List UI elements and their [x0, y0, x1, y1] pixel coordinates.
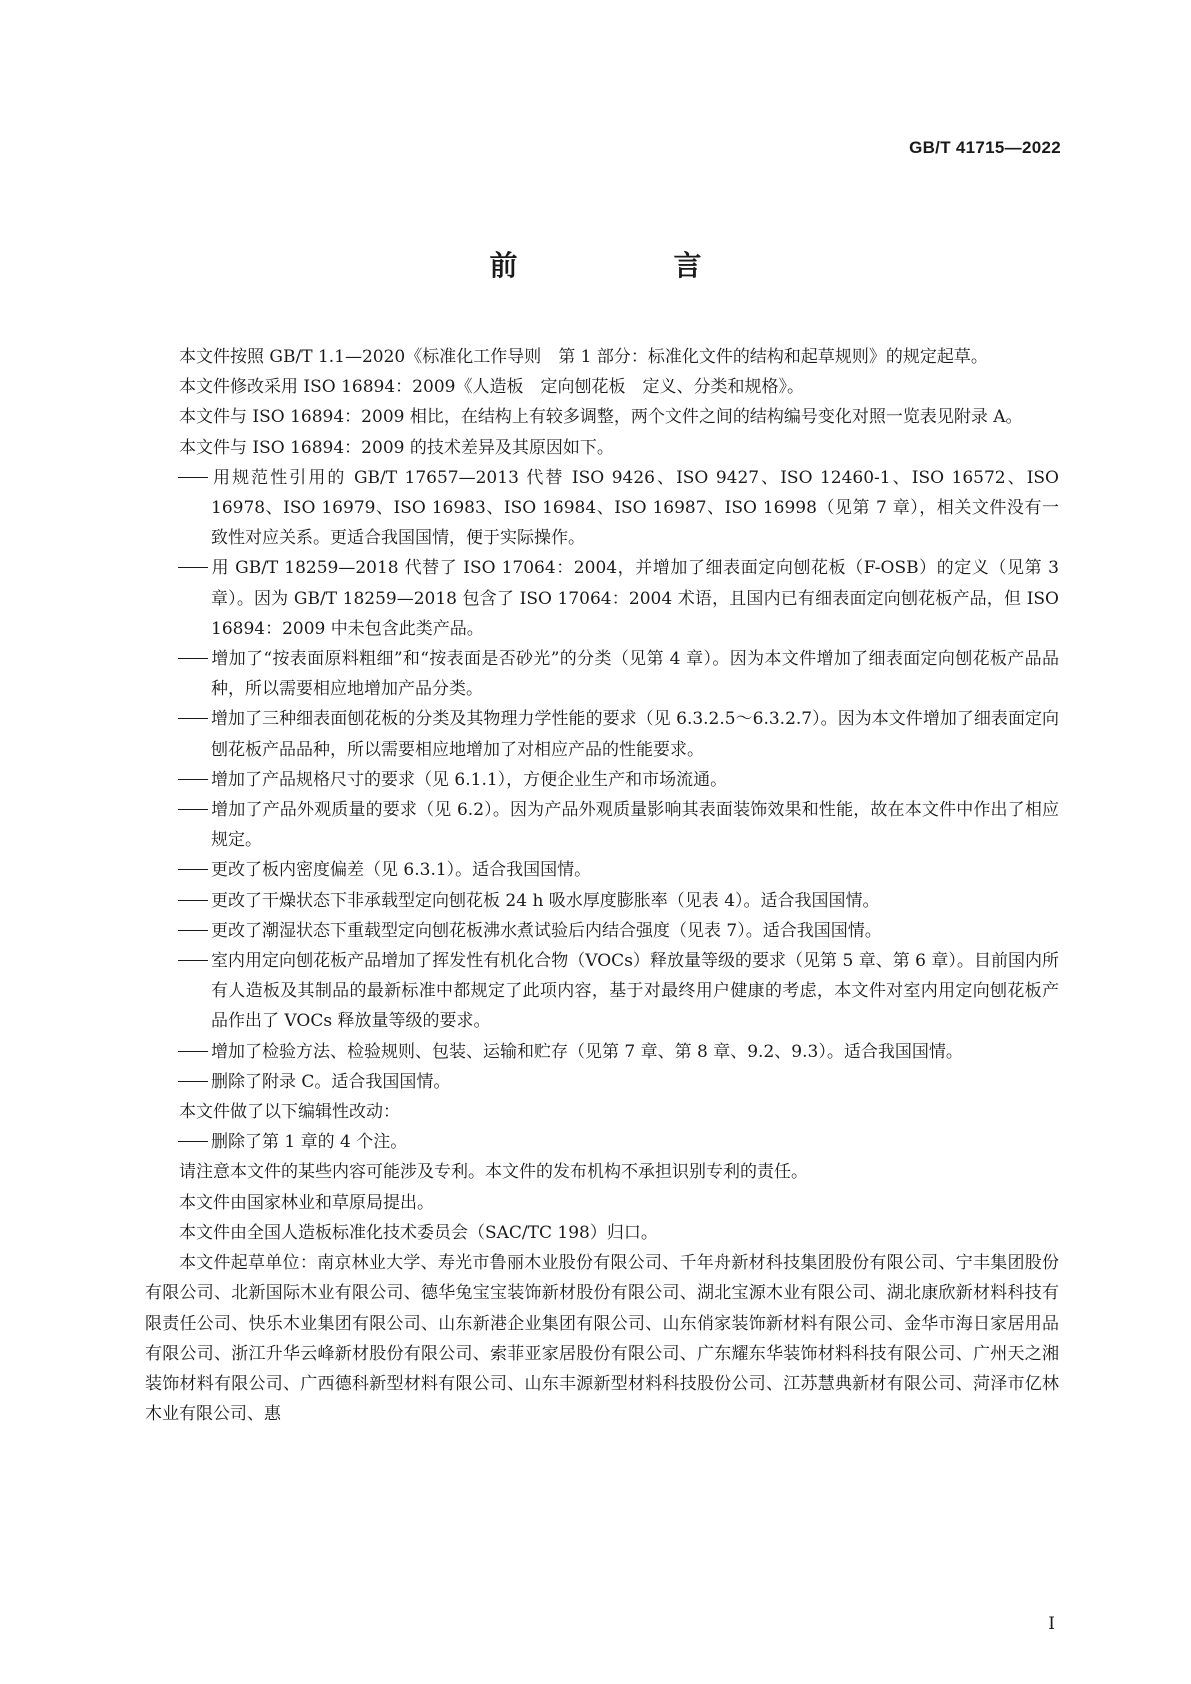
list-item-text: 删除了附录 C。适合我国国情。: [211, 1071, 451, 1092]
list-item: [145, 946, 1059, 1037]
paragraph-adoption: 本文件修改采用 ISO 16894：2009《人造板 定向刨花板 定义、分类和规格》。: [179, 377, 804, 398]
list-item: [145, 1067, 1059, 1097]
list-item-text: 用规范性引用的 GB/T 17657—2013 代替 ISO 9426、ISO 9427、ISO 12460-1、ISO 16572、ISO 16978、ISO 16979、ISO 16983、ISO 16984、ISO 16987、ISO 16998（见第 7 章），相关文件没有一致性对应关系。更适合我国国情，便于实际操作。: [211, 467, 1059, 549]
dash-marker: [178, 1067, 211, 1097]
paragraph-structure-changes: 本文件与 ISO 16894：2009 相比，在结构上有较多调整，两个文件之间的结构编号变化对照一览表见附录 A。: [179, 407, 1023, 428]
list-item-text: 室内用定向刨花板产品增加了挥发性有机化合物（VOCs）释放量等级的要求（见第 5 章、第 6 章）。目前国内所有人造板及其制品的最新标准中都规定了此项内容，基于对最终用户健康的考虑，本文件对室内用定向刨花板产品作出了 VOCs 释放量等级的要求。: [211, 951, 1059, 1032]
dash-marker: [178, 886, 211, 916]
standard-code: GB/T 41715—2022: [909, 138, 1061, 157]
list-item-text: 增加了检验方法、检验规则、包装、运输和贮存（见第 7 章、第 8 章、9.2、9.3）。适合我国国情。: [211, 1041, 963, 1062]
dash-marker: [178, 1037, 211, 1067]
paragraph-drafting-basis: 本文件按照 GB/T 1.1—2020《标准化工作导则 第 1 部分：标准化文件的结构和起草规则》的规定起草。: [179, 347, 988, 367]
list-item: [145, 765, 1059, 795]
list-item: [145, 463, 1059, 554]
list-item: [145, 855, 1059, 885]
list-item: [145, 795, 1059, 855]
list-item: [145, 644, 1059, 704]
list-item-text: 更改了潮湿状态下重载型定向刨花板沸水煮试验后内结合强度（见表 7）。适合我国国情。: [211, 920, 882, 941]
list-item-text: 用 GB/T 18259—2018 代替了 ISO 17064：2004，并增加了细表面定向刨花板（F-OSB）的定义（见第 3 章）。因为 GB/T 18259—2018 包含了 ISO 17064：2004 术语，且国内已有细表面定向刨花板产品，但 ISO 16894：2009 中未包含此类产品。: [211, 558, 1059, 639]
dash-marker: [178, 795, 211, 825]
dash-marker: [178, 553, 211, 583]
list-item: [145, 1037, 1059, 1067]
paragraph-technical-differences: 本文件与 ISO 16894：2009 的技术差异及其原因如下。: [179, 437, 614, 458]
paragraph-editorial-intro: 本文件做了以下编辑性改动：: [179, 1102, 400, 1123]
list-item: [145, 1127, 1059, 1157]
dash-marker: [178, 463, 211, 493]
paragraph-technical-committee: 本文件由全国人造板标准化技术委员会（SAC/TC 198）归口。: [179, 1222, 658, 1243]
list-item: [145, 704, 1059, 764]
list-item-text: 更改了板内密度偏差（见 6.3.1）。适合我国国情。: [211, 860, 592, 881]
paragraph-proposer: 本文件由国家林业和草原局提出。: [179, 1192, 434, 1213]
document-body: [145, 342, 1059, 1429]
dash-marker: [178, 916, 211, 946]
list-item-text: 增加了产品规格尺寸的要求（见 6.1.1），方便企业生产和市场流通。: [211, 769, 728, 790]
dash-marker: [178, 765, 211, 795]
page-number: I: [1048, 1614, 1055, 1634]
dash-marker: [178, 946, 211, 976]
paragraph-drafting-units: 本文件起草单位：南京林业大学、寿光市鲁丽木业股份有限公司、千年舟新材科技集团股份有限公司、宁丰集团股份有限公司、北新国际木业有限公司、德华兔宝宝装饰新材股份有限公司、湖北宝源木业有限公司、湖北康欣新材料科技有限责任公司、快乐木业集团有限公司、山东新港企业集团有限公司、山东俏家装饰新材料有限公司、金华市海日家居用品有限公司、浙江升华云峰新材股份有限公司、索菲亚家居股份有限公司、广东耀东华装饰材料科技有限公司、广州天之湘装饰材料有限公司、广西德科新型材料有限公司、山东丰源新型材料科技股份公司、江苏慧典新材有限公司、菏泽市亿林木业有限公司、惠: [145, 1253, 1059, 1425]
paragraph-patent-notice: 请注意本文件的某些内容可能涉及专利。本文件的发布机构不承担识别专利的责任。: [179, 1162, 808, 1183]
list-item-text: 增加了“按表面原料粗细”和“按表面是否砂光”的分类（见第 4 章）。因为本文件增加了细表面定向刨花板产品品种，所以需要相应地增加产品分类。: [211, 649, 1059, 700]
list-item: [145, 886, 1059, 916]
list-item: [145, 916, 1059, 946]
list-item: [145, 553, 1059, 644]
list-item-text: 删除了第 1 章的 4 个注。: [211, 1132, 408, 1153]
list-item-text: 增加了产品外观质量的要求（见 6.2）。因为产品外观质量影响其表面装饰效果和性能，故在本文件中作出了相应规定。: [211, 800, 1059, 851]
dash-marker: [178, 1127, 211, 1157]
dash-marker: [178, 644, 211, 674]
list-item-text: 更改了干燥状态下非承载型定向刨花板 24 h 吸水厚度膨胀率（见表 4）。适合我国国情。: [211, 890, 880, 911]
list-item-text: 增加了三种细表面刨花板的分类及其物理力学性能的要求（见 6.3.2.5～6.3.2.7）。因为本文件增加了细表面定向刨花板产品品种，所以需要相应地增加了对相应产品的性能要求。: [211, 709, 1059, 760]
dash-marker: [178, 855, 211, 885]
dash-marker: [178, 704, 211, 734]
page-title: 前 言: [489, 249, 766, 282]
